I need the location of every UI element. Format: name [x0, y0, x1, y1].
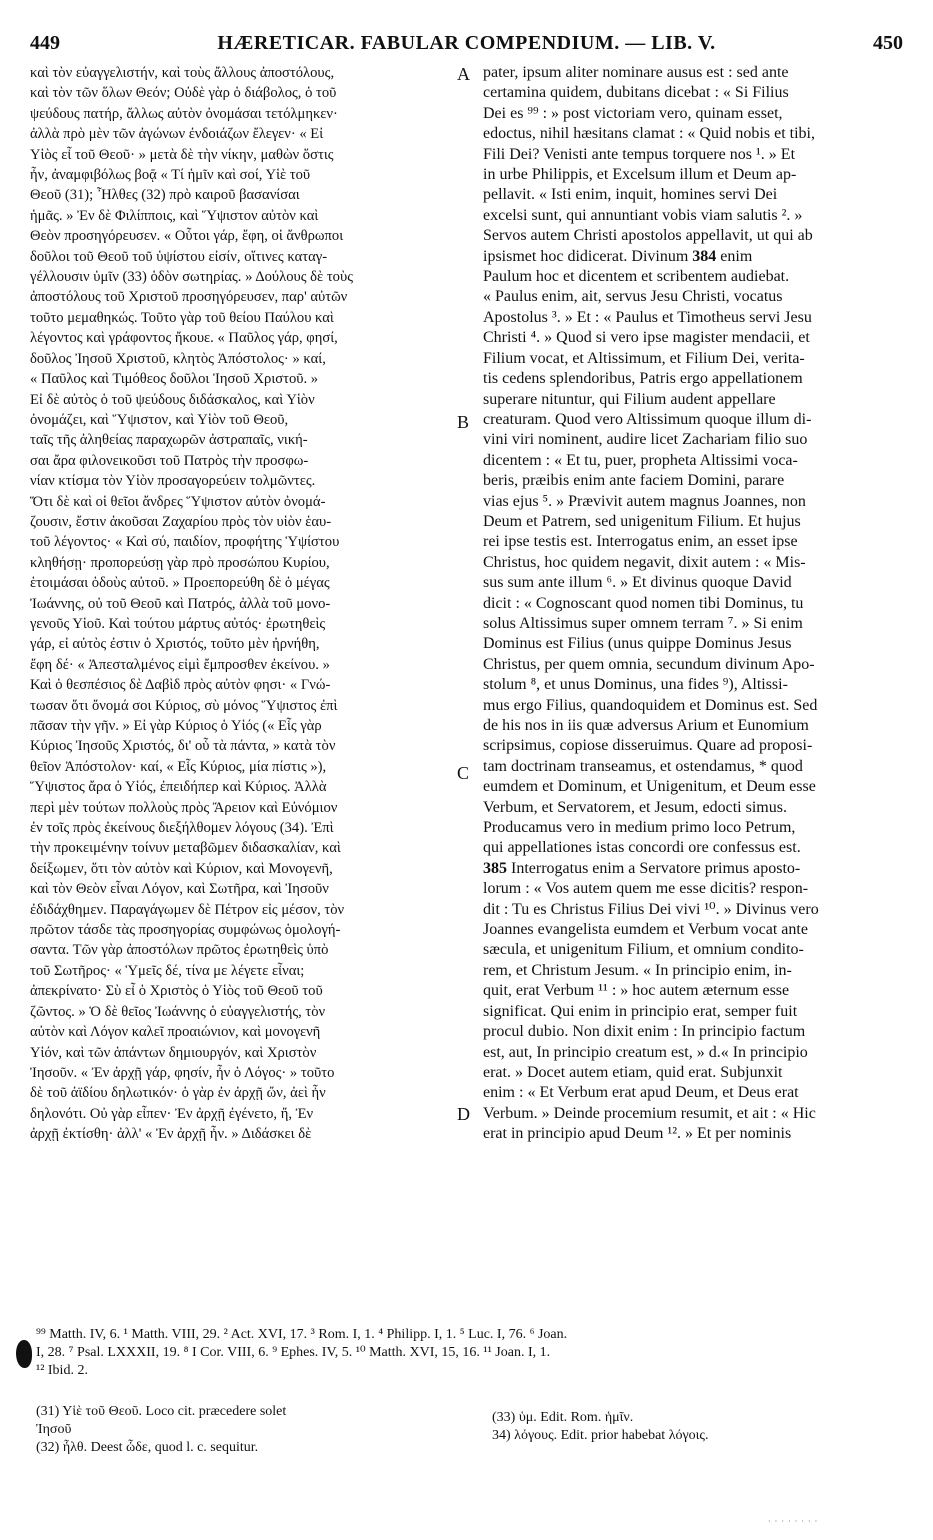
- section-marker-d: D: [457, 1104, 470, 1124]
- editorial-notes-left: (31) Υἱὲ τοῦ Θεοῦ. Loco cit. præcedere solet Ἰησοῦ (32) ἦλθ. Deest ὧδε, quod l. c. sequitur.: [36, 1404, 287, 1455]
- bottom-scan-mark: · · · · · · · ·: [768, 1517, 819, 1526]
- running-title: HÆRETICAR. FABULAR COMPENDIUM. — LIB. V.: [217, 32, 716, 54]
- page-header: [30, 32, 903, 56]
- latin-text-column: [483, 63, 903, 1145]
- latin-text-part-1: pater, ipsum aliter nominare ausus est : sed ante certamina quidem, dubitans dicebat : « Si Filius Dei es ⁹⁹ : » post victoriam vero, quinam esset, edoctus, nihil hæsitans clamat : « Quid nobis et tibi, Fili Dei? Venisti ante tempus torquere nos ¹. » Et in urbe Philippis, et Excelsum illum et Deum ap- pellavit. « Isti enim, inquit, homines servi Dei excelsi sunt, qui annuntiant vobis viam salutis ². » Servos autem Christi apostolos appellavit, ut qui ab ipsismet hoc didicerat. Divinum: [483, 64, 815, 265]
- page-number-left: 449: [30, 32, 60, 54]
- section-marker-b: B: [457, 412, 470, 432]
- section-marker-a: A: [457, 64, 470, 84]
- latin-text-part-2: enim Paulum hoc et dicentem et scribentem audiebat. « Paulus enim, ait, servus Jesu Christi, vocatus Apostolus ³. » Et : « Paulus et Timotheus servi Jesu Christi ⁴. » Quod si vero ipse magister mendacii, et Filium vocat, et Altissimum, et Filium Dei, verita- tis cedens splendoribus, Patris ergo appellationem superare nituntur, qui Filium audent appellare creaturam. Quod vero Altissimum quoque illum di- vini viri nominent, audire licet Zachariam filio suo dicentem : « Et tu, puer, propheta Altissimi voca- beris, præibis enim ante faciem Domini, parare vias ejus ⁵. » Prævivit autem magnus Joannes, non Deum et Patrem, sed unigenitum Filium. Et hujus rei ipse testis est. Interrogatus enim, an esset ipse Christus, hoc quidem negavit, dixit autem : « Mis- sus sum ante illum ⁶. » Et divinus quoque David dicit : « Cognoscant quod nomen tibi Dominus, tu solus Altissimus super omnem terram ⁷. » Si enim Dominus est Filius (unus quippe Dominus Jesus Christus, per quem omnia, secundum divinum Apo- stolum ⁸, et unus Dominus, una fides ⁹), Altissi- mus ergo Filius, quandoquidem et Dominus est. Sed de his nos in iis quæ adversus Arium et Eunomium scripsimus, copiose disseruimus. Quare ad proposi- tam doctrinam transeamus, et ostendamus, * quod eumdem et Dominum, et Unigenitum, et Deum esse Verbum, et Servatorem, et Jesum, edocti simus. Producamus vero in medium primo loco Petrum, qui appellationes istas concordi ore confessus est.: [483, 247, 818, 857]
- greek-text-column: καὶ τὸν εὐαγγελιστήν, καὶ τοὺς ἄλλους ἀποστόλους, καὶ τὸν τῶν ὅλων Θεόν; Οὐδὲ γὰρ ὁ διάβολος, ὁ τοῦ ψεύδους πατήρ, ἄλλως αὐτὸν ὀνομάσαι τετόλμηκεν· ἀλλὰ πρὸ μὲν τῶν ἀγώνων ἐνδοιάζων ἔλεγεν· « Εἰ Υἱὸς εἶ τοῦ Θεοῦ· » μετὰ δὲ τὴν νίκην, μαθὼν ὅστις ἦν, ἀναμφιβόλως βοᾷ « Τί ἡμῖν καὶ σοί, Υἱὲ τοῦ Θεοῦ (31); Ἦλθες (32) πρὸ καιροῦ βασανίσαι ἡμᾶς. » Ἐν δὲ Φιλίπποις, καὶ Ὕψιστον αὐτὸν καὶ Θεὸν προσηγόρευσεν. « Οὗτοι γάρ, ἔφη, οἱ ἄνθρωποι δοῦλοι τοῦ Θεοῦ τοῦ ὑψίστου εἰσίν, οἵτινες καταγ- γέλλουσιν ὑμῖν (33) ὁδὸν σωτηρίας. » Δούλους δὲ τοὺς ἀποστόλους τοῦ Χριστοῦ προσηγόρευσεν, παρ' αὐτῶν τοῦτο μεμαθηκώς. Τοῦτο γὰρ τοῦ θείου Παύλου καὶ λέγοντος καὶ γράφοντος ἤκουε. « Παῦλος γάρ, φησί, δοῦλος Ἰησοῦ Χριστοῦ, κλητὸς Ἀπόστολος· » καί, « Παῦλος καὶ Τιμόθεος δοῦλοι Ἰησοῦ Χριστοῦ. » Εἰ δὲ αὐτὸς ὁ τοῦ ψεύδους διδάσκαλος, καὶ Υἱὸν ὀνομάζει, καὶ Ὕψιστον, καὶ Υἱὸν τοῦ Θεοῦ, ταῖς τῆς ἀληθείας παραχωρῶν ἀστραπαῖς, νική- σαι ἄρα φιλονεικοῦσι τοῦ Πατρὸς τὴν προσφω- νίαν κτίσμα τὸν Υἱὸν προσαγορεύειν τολμῶντες. Ὅτι δὲ καὶ οἱ θεῖοι ἄνδρες Ὕψιστον αὐτὸν ὀνομά- ζουσιν, ἔστιν ἀκοῦσαι Ζαχαρίου πρὸς τὸν υἱὸν ἑαυ- τοῦ λέγοντος· « Καὶ σύ, παιδίον, προφήτης Ὑψίστου κληθήσῃ· προπορεύσῃ γὰρ πρὸ προσώπου Κυρίου, ἑτοιμάσαι ὁδοὺς αὐτοῦ. » Προεπορεύθη δὲ ὁ μέγας Ἰωάννης, οὐ τοῦ Θεοῦ καὶ Πατρός, ἀλλὰ τοῦ μονο- γενοῦς Υἱοῦ. Καὶ τούτου μάρτυς αὐτός· ἐρωτηθεὶς γάρ, εἰ αὐτὸς ἐστιν ὁ Χριστός, τοῦτο μὲν ἠρνήθη, ἔφη δέ· « Ἀπεσταλμένος εἰμὶ ἔμπροσθεν ἐκείνου. » Καὶ ὁ θεσπέσιος δὲ Δαβὶδ πρὸς αὐτὸν φησι· « Γνώ- τωσαν ὅτι ὄνομά σοι Κύριος, σὺ μόνος Ὕψιστος ἐπὶ πᾶσαν τὴν γῆν. » Εἰ γὰρ Κύριος ὁ Υἱός (« Εἷς γὰρ Κύριος Ἰησοῦς Χριστός, δι' οὗ τὰ πάντα, » κατὰ τὸν θεῖον Ἀπόστολον· καί, « Εἷς Κύριος, μία πίστις »), Ὕψιστος ἄρα ὁ Υἱός, ἐπειδήπερ καὶ Κύριος. Ἀλλὰ περὶ μὲν τούτων πολλοὺς πρὸς Ἄρειον καὶ Εὐνόμιον ἐν τοῖς πρὸς ἐκείνους διεξήλθομεν λόγους (34). Ἐπὶ τὴν προκειμένην τοίνυν μεταβῶμεν διδασκαλίαν, καὶ δείξωμεν, ὅτι τὸν αὐτὸν καὶ Κύριον, καὶ Μονογενῆ, καὶ τὸν Θεὸν εἶναι Λόγον, καὶ Σωτῆρα, καὶ Ἰησοῦν ἐδιδάχθημεν. Παραγάγωμεν δὲ Πέτρον εἰς μέσον, τὸν πρῶτον τάσδε τὰς προσηγορίας συμφώνως ὁμολογή- σαντα. Τῶν γὰρ ἀποστόλων πρῶτος ἐρωτηθεὶς ὑπὸ τοῦ Σωτῆρος· « Ὑμεῖς δέ, τίνα με λέγετε εἶναι; ἀπεκρίνατο· Σὺ εἶ ὁ Χριστὸς ὁ Υἱὸς τοῦ Θεοῦ τοῦ ζῶντος. » Ὁ δὲ θεῖος Ἰωάννης ὁ εὐαγγελιστής, τὸν αὐτὸν καὶ Λόγον καλεῖ προαιώνιον, καὶ μονογενῆ Υἱόν, καὶ τῶν ἁπάντων δημιουργόν, καὶ Χριστὸν Ἰησοῦν. « Ἐν ἀρχῇ γάρ, φησίν, ἦν ὁ Λόγος· » τοῦτο δὲ τοῦ ἀϊδίου δηλωτικόν· ὁ γὰρ ἐν ἀρχῇ ὤν, ἀεὶ ἦν δηλονότι. Οὐ γὰρ εἶπεν· Ἐν ἀρχῇ ἐγένετο, ἤ, Ἐν ἀρχῇ ἐκτίσθη· ἀλλ' « Ἐν ἀρχῇ ἦν. » Διδάσκει δὲ: [30, 65, 353, 1143]
- editorial-notes-right: (33) ὑμ. Edit. Rom. ἡμῖν. 34) λόγους. Edit. prior habebat λόγοις.: [492, 1410, 709, 1443]
- column-number-384: 384: [692, 247, 717, 265]
- ink-blot: [16, 1340, 32, 1368]
- latin-text-part-3: Interrogatus enim a Servatore primus aposto- lorum : « Vos autem quem me esse dicitis? respon- dit : Tu es Christus Filius Dei vivi ¹⁰. » Divinus vero Joannes evangelistа eumdem et Verbum vocat ante sæcula, et unigenitum Filium, et omnium condito- rem, et Christum Jesum. « In principio enim, in- quit, erat Verbum ¹¹ : » hoc autem æternum esse significat. Qui enim in principio erat, semper fuit procul dubio. Non dixit enim : In principio factum est, aut, In principio creatum est, » d.« In principio erat. » Docet autem etiam, quid erat. Subjunxit enim : « Et Verbum erat apud Deum, et Deus erat Verbum. » Deinde procemium resumit, et ait : « Hic erat in principio apud Deum ¹². » Et per nominis: [483, 859, 819, 1143]
- section-marker-c: C: [457, 763, 470, 783]
- page-number-right: 450: [873, 32, 903, 54]
- scripture-footnotes: ⁹⁹ Matth. IV, 6. ¹ Matth. VIII, 29. ² Act. XVI, 17. ³ Rom. I, 1. ⁴ Philipp. I, 1. ⁵ Luc. I, 76. ⁶ Joan. I, 28. ⁷ Psal. LXXXII, 19. ⁸ I Cor. VIII, 6. ⁹ Ephes. IV, 5. ¹⁰ Matth. XVI, 15, 16. ¹¹ Joan. I, 1. ¹² Ibid. 2.: [36, 1327, 568, 1378]
- column-number-385: 385: [483, 859, 507, 877]
